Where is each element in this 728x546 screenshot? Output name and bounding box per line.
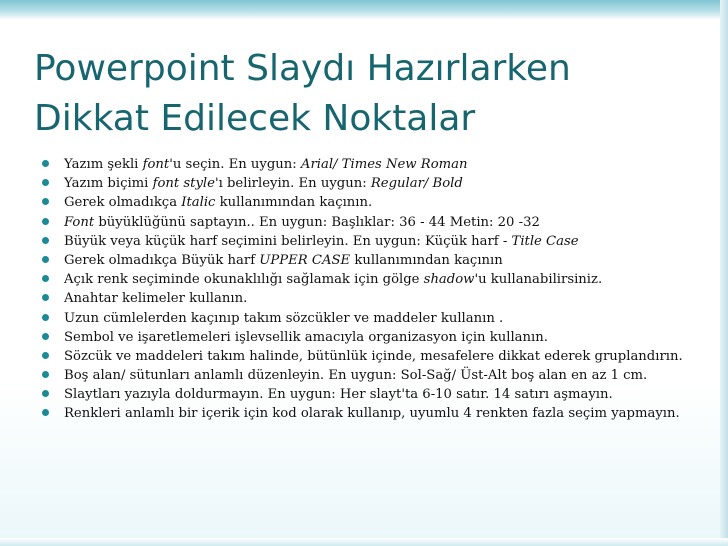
bullet-dot-icon	[42, 160, 49, 167]
bullet-text-italic: Italic	[181, 195, 216, 211]
bullet-item	[38, 272, 718, 288]
bullet-dot-icon	[42, 333, 49, 340]
top-decoration-band	[0, 0, 728, 20]
bullet-dot-icon	[42, 275, 49, 282]
bullet-text: kullanımından kaçının.	[215, 195, 373, 211]
bullet-dot-icon	[42, 237, 49, 244]
bullet-text: 'u kullanabilirsiniz.	[474, 272, 603, 288]
bullet-dot-icon	[42, 371, 49, 378]
bullet-text-italic: Regular/ Bold	[370, 176, 463, 192]
bullet-item	[38, 330, 718, 346]
right-decoration-band	[720, 0, 728, 546]
bullet-dot-icon	[42, 179, 49, 186]
bullet-item	[38, 349, 718, 365]
bullet-item	[38, 406, 718, 422]
bullet-item	[38, 368, 718, 384]
bullet-item	[38, 311, 718, 327]
bullet-text: büyüklüğünü saptayın.. En uygun: Başlıklar: 36 - 44 Metin: 20 -32	[94, 214, 540, 230]
bullet-text: Sembol ve işaretlemeleri işlevsellik amacıyla organizasyon için kullanın.	[64, 329, 548, 345]
slide-title-line-1: Powerpoint Slaydı Hazırlarken	[34, 48, 571, 89]
bullet-dot-icon	[42, 409, 49, 416]
bullet-item	[38, 215, 718, 231]
bullet-text: Renkleri anlamlı bir içerik için kod olarak kullanıp, uyumlu 4 renkten fazla seçim yapmayın.	[64, 406, 680, 422]
bullet-item	[38, 176, 718, 192]
bullet-text-italic: shadow	[423, 272, 475, 288]
bullet-item	[38, 234, 718, 250]
slide-title-line-2: Dikkat Edilecek Noktalar	[34, 97, 476, 139]
bullet-text: Sözcük ve maddeleri takım halinde, bütünlük içinde, mesafelere dikkat ederek gruplandırın.	[64, 348, 683, 364]
bullet-text: Gerek olmadıkça	[64, 195, 182, 211]
bullet-text: Açık renk seçiminde okunaklılığı sağlamak için gölge	[64, 272, 424, 288]
bullet-text-italic: font style	[152, 176, 215, 192]
bullet-text-italic: UPPER CASE	[259, 252, 351, 268]
bullet-dot-icon	[42, 390, 49, 397]
bullet-text: 'ı belirleyin. En uygun:	[214, 176, 371, 192]
bullet-text: kullanımından kaçının	[350, 252, 503, 268]
bullet-text: Uzun cümlelerden kaçınıp takım sözcükler ve maddeler kullanın .	[64, 310, 504, 326]
bullet-text: Yazım biçimi	[64, 176, 153, 192]
bullet-text-italic: Arial/ Times New Roman	[300, 157, 468, 172]
bullet-dot-icon	[42, 314, 49, 321]
bullet-item	[38, 195, 718, 211]
bullet-dot-icon	[42, 256, 49, 263]
bullet-dot-icon	[42, 198, 49, 205]
bullet-item	[38, 157, 718, 173]
bullet-text-italic: font	[142, 157, 170, 172]
bullet-text-italic: Font	[64, 214, 95, 230]
bullet-text: Gerek olmadıkça Büyük harf	[64, 252, 260, 268]
bullet-dot-icon	[42, 218, 49, 225]
bullet-text: Slaytları yazıyla doldurmayın. En uygun: Her slayt'ta 6-10 satır. 14 satırı aşmayın.	[64, 387, 613, 403]
bullet-item	[38, 291, 718, 307]
bullet-list	[38, 157, 718, 426]
bullet-dot-icon	[42, 352, 49, 359]
bullet-text: 'u seçin. En uygun:	[169, 157, 301, 172]
bullet-text: Büyük veya küçük harf seçimini belirleyin. En uygun: Küçük harf -	[64, 233, 512, 249]
slide-title	[34, 44, 714, 143]
bullet-item	[38, 387, 718, 403]
bullet-text: Boş alan/ sütunları anlamlı düzenleyin. En uygun: Sol-Sağ/ Üst-Alt boş alan en az 1 cm.	[64, 368, 648, 384]
bullet-text: Anahtar kelimeler kullanın.	[64, 291, 248, 307]
bullet-text-italic: Title Case	[511, 233, 579, 249]
bottom-decoration-band	[0, 538, 728, 546]
bullet-item	[38, 253, 718, 269]
bullet-text: Yazım şekli	[64, 157, 143, 172]
bullet-dot-icon	[42, 294, 49, 301]
